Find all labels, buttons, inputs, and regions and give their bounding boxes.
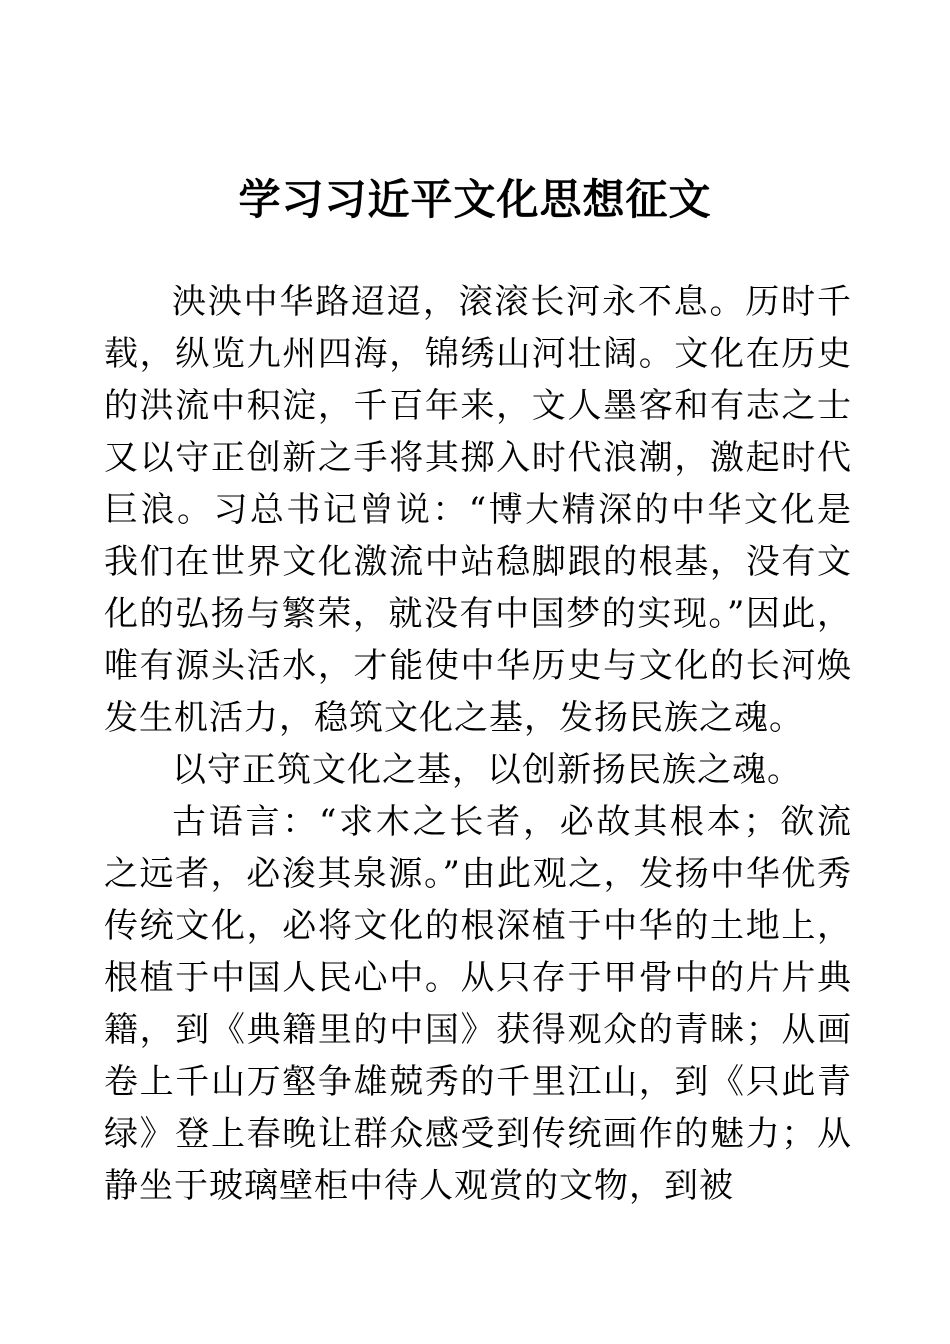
paragraph-intro: 泱泱中华路迢迢，滚滚长河永不息。历时千载，纵览九州四海，锦绣山河壮阔。文化在历史的洪流中积淀，千百年来，文人墨客和有志之士又以守正创新之手将其掷入时代浪潮，激起时代巨浪。习总书记曾说：“博大精深的中华文化是我们在世界文化激流中站稳脚跟的根基，没有文化的弘扬与繁荣，就没有中国梦的实现。”因此，唯有源头活水，才能使中华历史与文化的长河焕发生机活力，稳筑文化之基，发扬民族之魂。 xyxy=(104,282,852,738)
paragraph-thesis: 以守正筑文化之基，以创新扬民族之魂。 xyxy=(172,750,802,790)
document-body xyxy=(104,276,852,1212)
paragraph-roots: 古语言：“求木之长者，必故其根本；欲流之远者，必浚其泉源。”由此观之，发扬中华优秀传统文化，必将文化的根深植于中华的土地上，根植于中国人民心中。从只存于甲骨中的片片典籍，到《典籍里的中国》获得观众的青睐；从画卷上千山万壑争雄兢秀的千里江山，到《只此青绿》登上春晚让群众感受到传统画作的魅力；从静坐于玻璃壁柜中待人观赏的文物，到被 xyxy=(104,802,852,1206)
document-title: 学习习近平文化思想征文 xyxy=(238,175,712,224)
